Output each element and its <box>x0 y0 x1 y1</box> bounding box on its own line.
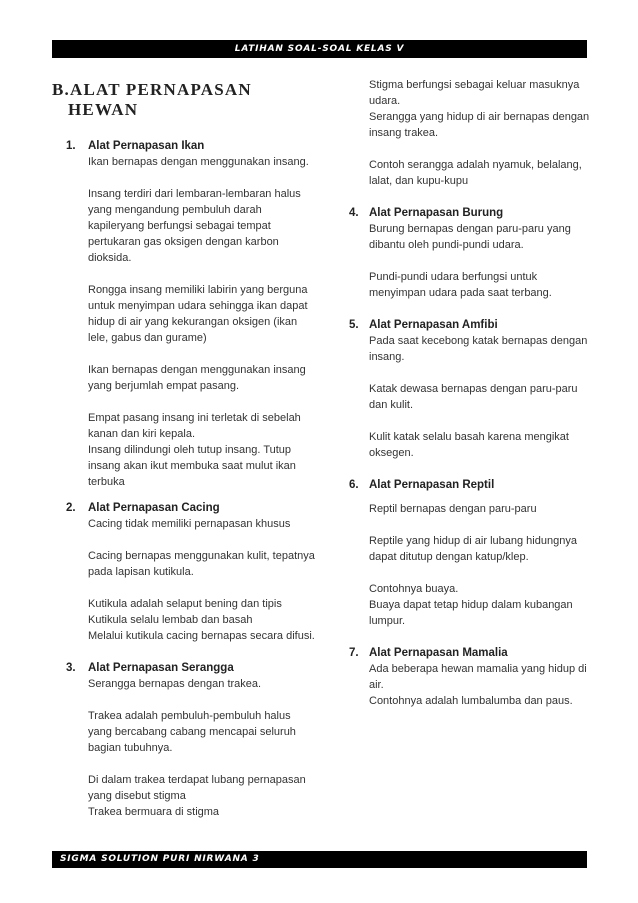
section-number: 3. <box>66 662 76 674</box>
paragraph: Empat pasang insang ini terletak di sebelah kanan dan kiri kepala. <box>88 412 301 440</box>
section-number: 5. <box>349 319 359 331</box>
section-number: 1. <box>66 140 76 152</box>
paragraph: Trakea adalah pembuluh-pembuluh halus yang bercabang cabang mencapai seluruh bagian tubuhnya. <box>88 710 296 754</box>
footer-bar: SIGMA SOLUTION PURI NIRWANA 3 <box>52 851 587 868</box>
paragraph: Rongga insang memiliki labirin yang berguna untuk menyimpan udara sehingga ikan dapat hidup di air yang kekurangan oksigen (ikan lele, gabus dan gurame) <box>88 284 308 344</box>
paragraph: Pada saat kecebong katak bernapas dengan insang. <box>369 335 588 363</box>
section-heading: Alat Pernapasan Amfibi <box>369 319 498 331</box>
paragraph: Contohnya buaya. <box>369 583 459 595</box>
left-column <box>52 80 317 830</box>
right-column <box>349 77 594 719</box>
section-heading: Alat Pernapasan Ikan <box>88 140 205 152</box>
paragraph: Ikan bernapas dengan menggunakan insang. <box>88 156 309 168</box>
paragraph: Contohnya adalah lumbalumba dan paus. <box>369 695 573 707</box>
paragraph: Trakea bermuara di stigma <box>88 806 220 818</box>
section-amfibi <box>349 317 594 461</box>
page-title-line2: HEWAN <box>68 100 139 119</box>
section-number: 4. <box>349 207 359 219</box>
section-heading: Alat Pernapasan Mamalia <box>369 647 508 659</box>
paragraph: Pundi-pundi udara berfungsi untuk menyimpan udara pada saat terbang. <box>369 271 552 299</box>
section-serangga <box>52 660 317 820</box>
paragraph: Kutikula adalah selaput bening dan tipis <box>88 598 282 610</box>
paragraph: Cacing bernapas menggunakan kulit, tepatnya pada lapisan kutikula. <box>88 550 315 578</box>
paragraph: Ada beberapa hewan mamalia yang hidup di air. <box>369 663 587 691</box>
paragraph: Kutikula selalu lembab dan basah <box>88 614 253 626</box>
section-number: 6. <box>349 479 359 491</box>
paragraph: Reptil bernapas dengan paru-paru <box>369 503 537 515</box>
page-title <box>52 80 317 120</box>
paragraph: Buaya dapat tetap hidup dalam kubangan lumpur. <box>369 599 573 627</box>
section-number: 7. <box>349 647 359 659</box>
paragraph: Contoh serangga adalah nyamuk, belalang, lalat, dan kupu-kupu <box>369 159 582 187</box>
section-number: 2. <box>66 502 76 514</box>
paragraph: Burung bernapas dengan paru-paru yang dibantu oleh pundi-pundi udara. <box>369 223 571 251</box>
paragraph: Katak dewasa bernapas dengan paru-paru dan kulit. <box>369 383 578 411</box>
paragraph: Stigma berfungsi sebagai keluar masuknya udara. <box>369 79 580 107</box>
paragraph: Di dalam trakea terdapat lubang pernapasan yang disebut stigma <box>88 774 306 802</box>
paragraph: Serangga yang hidup di air bernapas dengan insang trakea. <box>369 111 590 139</box>
paragraph: Melalui kutikula cacing bernapas secara difusi. <box>88 630 315 642</box>
section-cacing <box>52 500 317 644</box>
section-heading: Alat Pernapasan Cacing <box>88 502 220 514</box>
section-heading: Alat Pernapasan Reptil <box>369 479 495 491</box>
section-reptil <box>349 477 594 629</box>
section-mamalia <box>349 645 594 709</box>
section-burung <box>349 205 594 301</box>
paragraph: Insang terdiri dari lembaran-lembaran halus yang mengandung pembuluh darah kapileryang berfungsi sebagai tempat pertukaran gas oksigen dengan karbon dioksida. <box>88 188 301 264</box>
section-ikan <box>52 138 317 490</box>
paragraph: Ikan bernapas dengan menggunakan insang yang berjumlah empat pasang. <box>88 364 306 392</box>
serangga-continued <box>349 77 594 189</box>
paragraph: Reptile yang hidup di air lubang hidungnya dapat ditutup dengan katup/klep. <box>369 535 577 563</box>
header-bar: LATIHAN SOAL-SOAL KELAS V <box>52 40 587 58</box>
paragraph: Insang dilindungi oleh tutup insang. Tutup insang akan ikut membuka saat mulut ikan terbuka <box>88 444 296 488</box>
paragraph: Cacing tidak memiliki pernapasan khusus <box>88 518 291 530</box>
page-title-line1: B.ALAT PERNAPASAN <box>52 80 252 99</box>
paragraph: Serangga bernapas dengan trakea. <box>88 678 262 690</box>
paragraph: Kulit katak selalu basah karena mengikat oksegen. <box>369 431 569 459</box>
section-heading: Alat Pernapasan Burung <box>369 207 504 219</box>
section-heading: Alat Pernapasan Serangga <box>88 662 234 674</box>
